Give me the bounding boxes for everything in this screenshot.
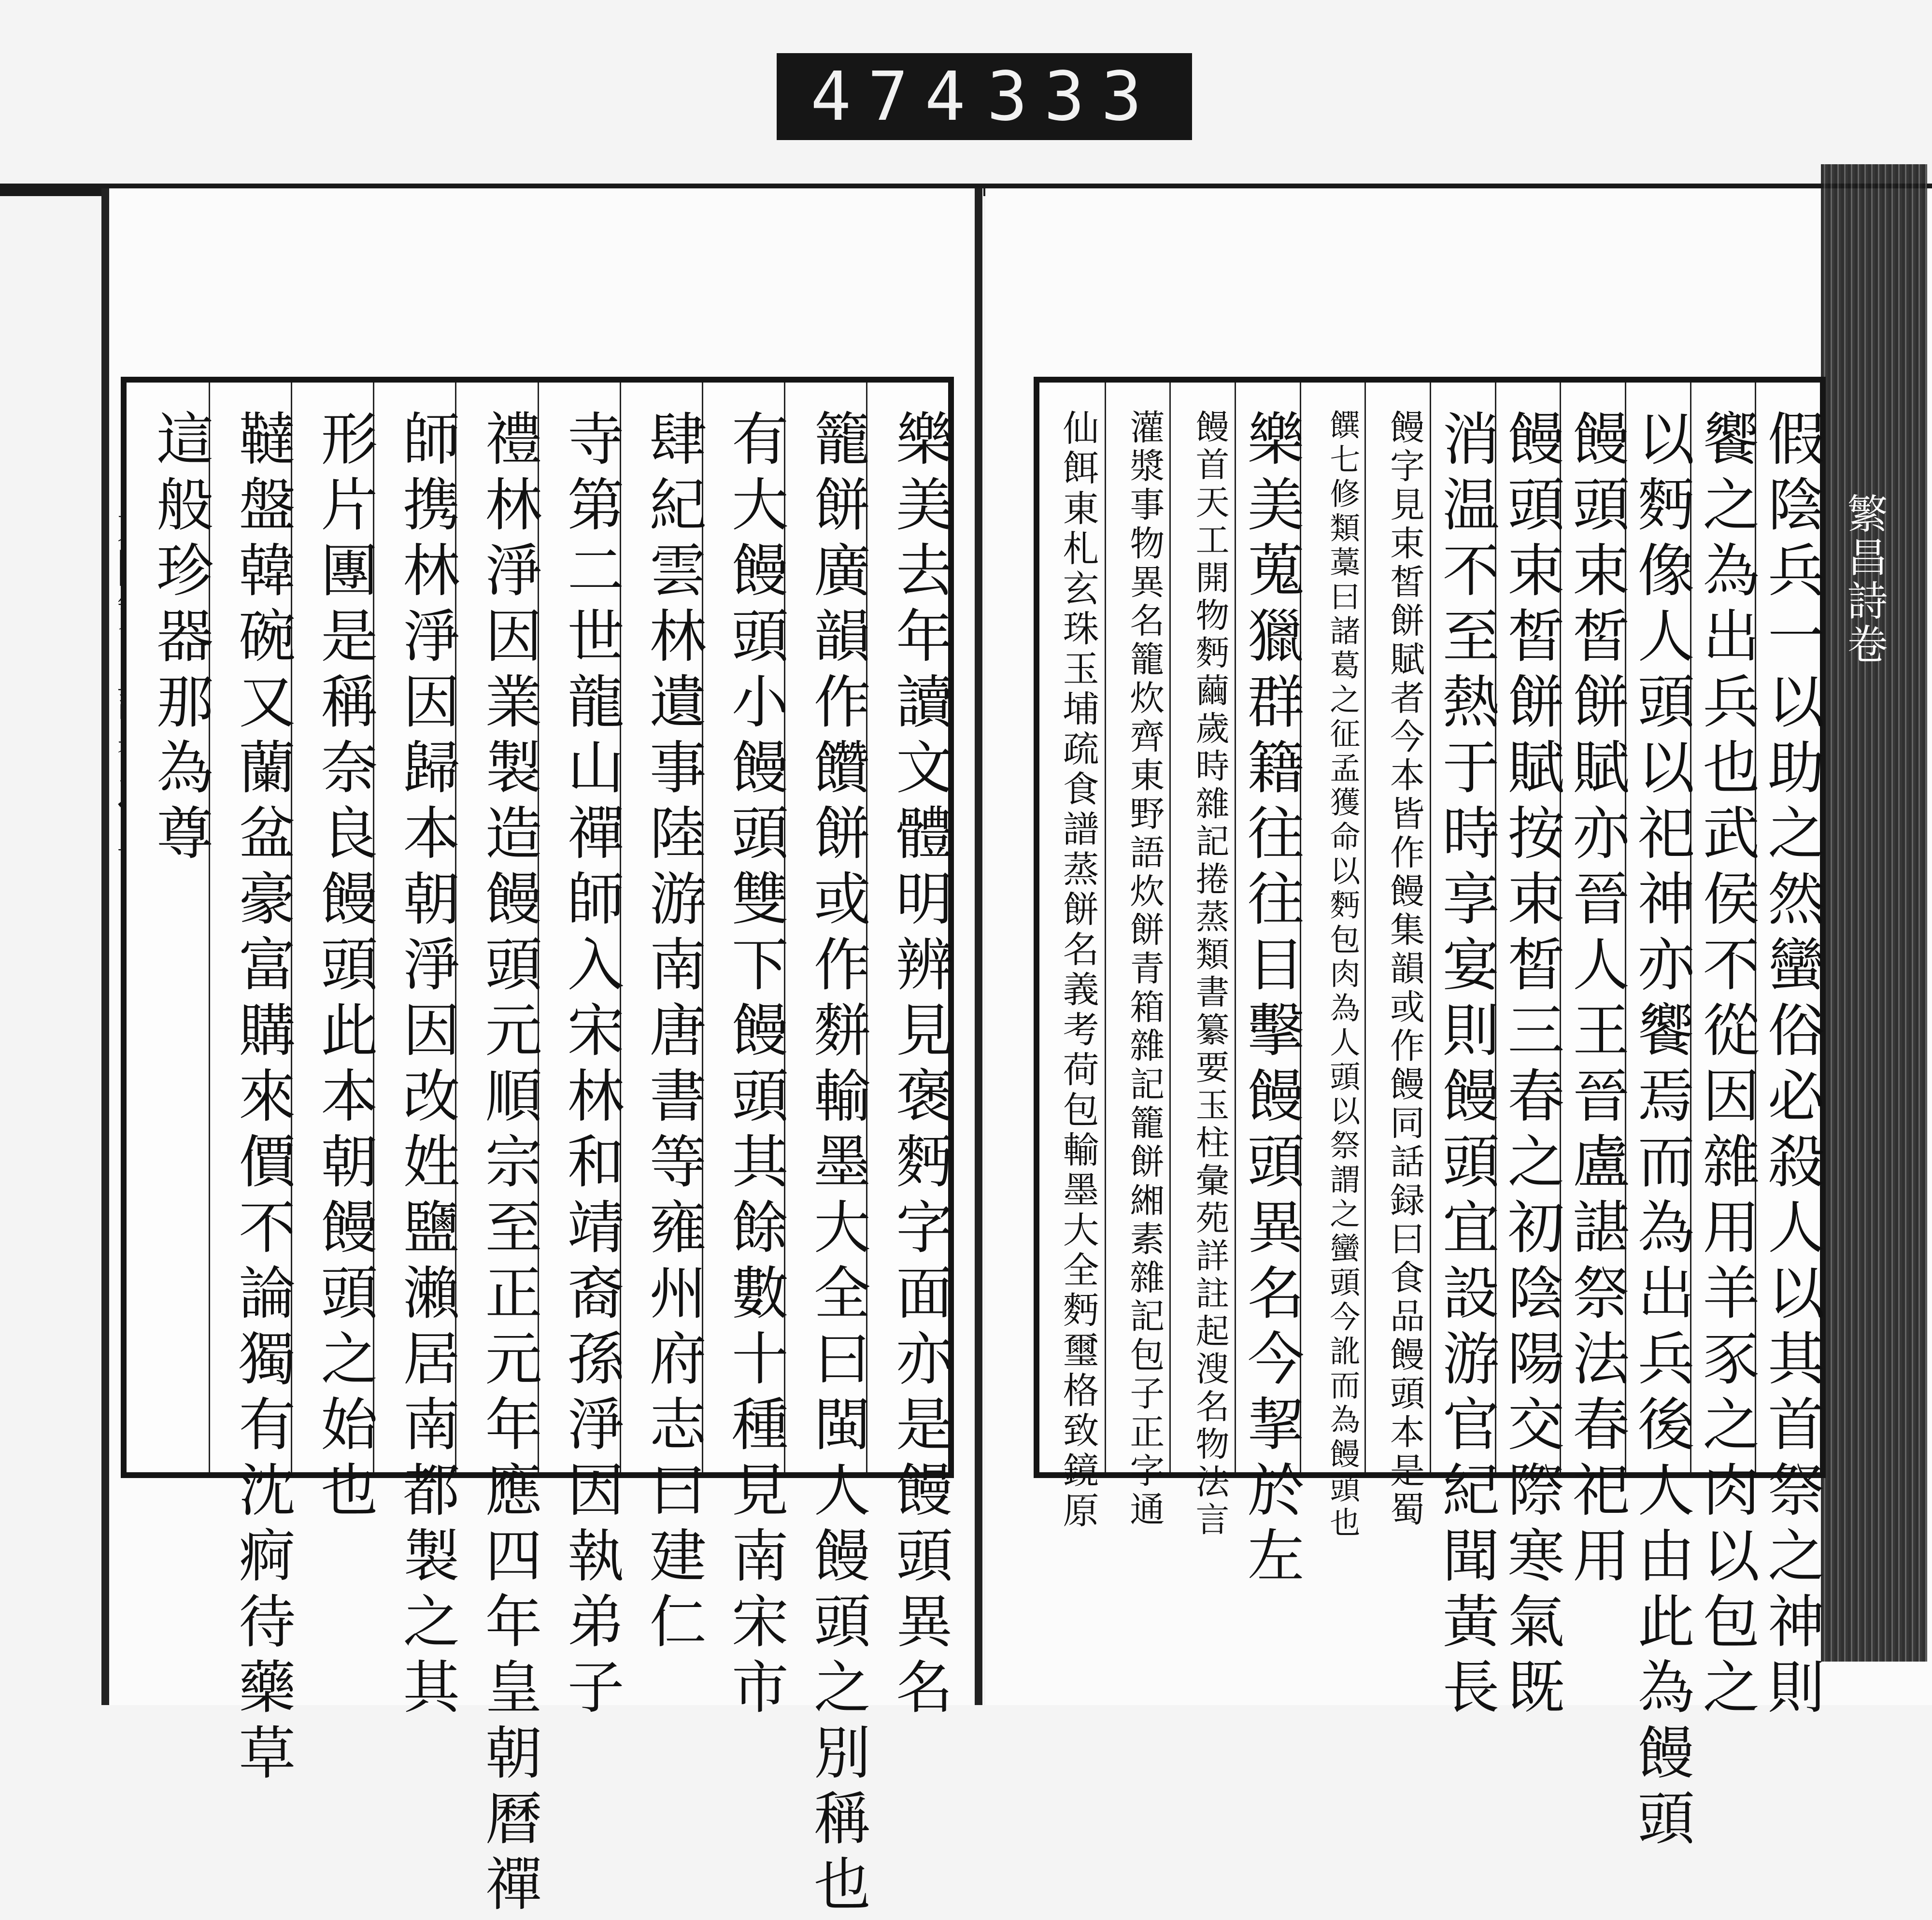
right-column-text: 饅頭束皙餅賦亦晉人王晉盧諶祭法春祀用 xyxy=(1563,409,1630,1592)
book-gutter xyxy=(975,188,982,1705)
left-column xyxy=(209,383,296,1789)
left-column xyxy=(455,383,542,1920)
right-margin-title: 繁昌詩卷 xyxy=(1841,493,1888,667)
left-column-text: 韃盤韓碗又蘭盆豪富購來價不論獨有沈痾待藥草 xyxy=(229,409,296,1789)
right-column xyxy=(1169,383,1235,1539)
left-column xyxy=(702,383,789,1723)
right-column xyxy=(1560,383,1630,1592)
scan-label xyxy=(777,53,1192,140)
left-column-text: 禮林淨因業製造饅頭元順宗至正元年應四年皇朝曆禪 xyxy=(475,409,542,1920)
left-column xyxy=(620,383,707,1657)
right-column-text: 饅頭束皙餅賦按束皙三春之初陰陽交際寒氣既 xyxy=(1498,409,1565,1723)
left-column xyxy=(866,383,953,1723)
left-column-text: 籠餅廣韻作饡餅或作䴵輸墨大全曰閩人饅頭之別稱也 xyxy=(804,409,871,1920)
right-text-frame xyxy=(1034,377,1826,1854)
left-column-text: 肆紀雲林遺事陸游南唐書等雍州府志曰建仁 xyxy=(639,409,707,1657)
left-column-text: 形片團是稱奈良饅頭此本朝饅頭之始也 xyxy=(311,409,378,1526)
left-column xyxy=(127,383,214,1472)
right-column xyxy=(1690,383,1760,1723)
right-column-text: 以麪像人頭以祀神亦饗焉而為出兵後人由此為饅頭 xyxy=(1628,409,1695,1854)
scan-number-left: 474 xyxy=(810,57,982,136)
page-edge-shadow xyxy=(1821,164,1927,1662)
right-column xyxy=(1105,383,1170,1530)
left-column xyxy=(538,383,625,1723)
left-column-text: 師携林淨因歸本朝淨因改姓鹽瀨居南都製之其 xyxy=(393,409,460,1723)
left-column-text: 寺第二世龍山禪師入宋林和靖裔孫淨因執弟子 xyxy=(557,409,625,1723)
right-column-text: 灌漿事物異名籠炊齊東野語炊餅青箱雜記籠餅緗素雜記包子正字通 xyxy=(1124,409,1165,1530)
right-column xyxy=(1039,383,1105,1532)
right-column-text: 假陰兵一以助之然蠻俗必殺人以其首祭之神則 xyxy=(1758,409,1825,1723)
left-column-text: 有大饅頭小饅頭雙下饅頭其餘數十種見南宋市 xyxy=(722,409,789,1723)
right-column xyxy=(1430,383,1500,1723)
right-column xyxy=(1235,383,1305,1592)
right-column xyxy=(1625,383,1695,1854)
left-text-frame xyxy=(121,377,954,1920)
right-column-text: 樂美蒐獵群籍往往目擊饅頭異名今挈於左 xyxy=(1237,409,1305,1592)
right-column-text: 饌七修類藁曰諸葛之征孟獲命以麪包肉為人頭以祭謂之蠻頭今訛而為饅頭也 xyxy=(1325,409,1361,1541)
left-column-text: 這般珍器那為尊 xyxy=(147,409,214,869)
right-column xyxy=(1495,383,1565,1723)
left-column xyxy=(291,383,378,1526)
left-column xyxy=(784,383,871,1920)
right-column xyxy=(1364,383,1430,1530)
right-column-text: 饅字見束皙餅賦者今本皆作饅集韻或作饅同話録曰食品饅頭本是蜀 xyxy=(1384,409,1425,1530)
right-column-text: 消温不至熱于時享宴則饅頭宜設游官紀聞黃長 xyxy=(1433,409,1500,1723)
right-column xyxy=(1755,383,1825,1723)
left-column xyxy=(373,383,460,1723)
right-column xyxy=(1300,383,1365,1541)
right-column-text: 饗之為出兵也武侯不從因雜用羊豕之肉以包之 xyxy=(1693,409,1760,1723)
left-column-text: 樂美去年讀文體明辨見褒麪字面亦是饅頭異名 xyxy=(886,409,953,1723)
right-column-text: 仙餌東札玄珠玉埔疏食譜蒸餅名義考荷包輸墨大全麪璽格致鏡原 xyxy=(1057,409,1100,1532)
right-column-text: 饅首天工開物麪繭歲時雜記捲蒸類書纂要玉柱彙苑詳註起溲名物法言 xyxy=(1190,409,1230,1539)
scan-number-right: 333 xyxy=(987,57,1158,136)
